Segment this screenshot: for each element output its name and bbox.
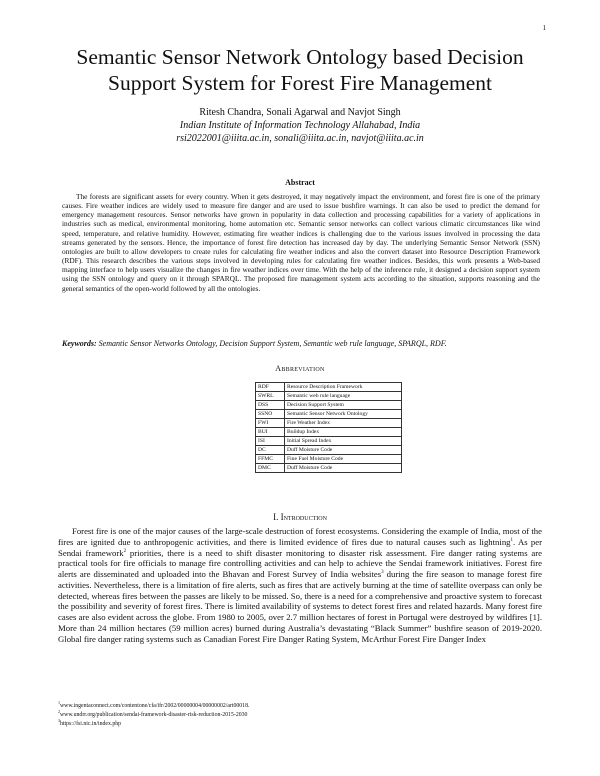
abstract-heading: Abstract (285, 178, 315, 187)
table-row (256, 455, 402, 464)
intro-text-4: during the fire season to manage forest fire activities. Nevertheless, there is a limitation of fire alerts, such as fires that are actively burning at the time of satellite overpass can only be detected, whereas fires between the passes are likely to be missed. So, there is a need for a comprehensive and proactive system to forecast the possibility and severity of forest fires. There is limited availability of systems to detect forest fires and related hazards. Many forest fire cases are also evident across the globe. From 1980 to 2005, over 2.7 million hectares of forest in Portugal were destroyed by wildfires [1]. More than 24 million hectares (59 million acres) burned during Australia’s devastating “Black Summer” bushfire season of 2019-2020. Global fire danger rating systems such as Canadian Forest Fire Danger Rating System, McArthur Forest Fire Danger Index (58, 569, 542, 644)
abstract-text: The forests are significant assets for every country. When it gets destroyed, it may negatively impact the environment, and forest fire is one of the primary causes. Fire weather indices are widely used to measure fire danger and are used to issue bushfire warnings. It can also be used to predict the demand for emergency management resources. Sensor networks have grown in popularity in data collection and processing capabilities for a variety of applications in industries such as medical, environmental monitoring, home automation etc. Semantic sensor networks can collect various climatic circumstances like wind speed, temperature, and relative humidity. However, estimating fire weather indices is challenging due to the various issues involved in processing the data streams generated by the sensors. Hence, the importance of forest fire detection has increased day by day. The underlying Semantic Sensor Network (SSN) ontologies are built to allow developers to create rules for calculating fire weather indices and also the convert dataset into Resource Description Framework (RDF). This research describes the various steps involved in developing rules for calculating fire weather indices. Besides, this work presents a Web-based mapping interface to help users visualize the changes in fire weather indices over time. With the help of the inference rule, it designed a decision support system using the SSN ontology and query on it through SPARQL. The proposed fire management system acts according to the situation, supports reasoning and the general semantics of the open-world followed by all the ontologies. (62, 192, 540, 293)
author-names: Ritesh Chandra, Sonali Agarwal and Navjot Singh (199, 107, 401, 118)
table-row (256, 410, 402, 419)
abbr-full-cell: Resource Description Framework (285, 383, 402, 392)
introduction-paragraph (58, 526, 542, 644)
keywords-label: Keywords: (62, 339, 97, 348)
footnote-ref-2: 2 (123, 548, 127, 554)
abbr-cell: DMC (256, 464, 285, 473)
abbr-cell: DSS (256, 401, 285, 410)
table-row (256, 464, 402, 473)
table-row (256, 383, 402, 392)
footnote-number: 2 (58, 709, 60, 715)
abbr-full-cell: Duff Moisture Code (285, 446, 402, 455)
table-row (256, 401, 402, 410)
table-row (256, 446, 402, 455)
section-heading-introduction: I. Introduction (273, 512, 327, 522)
footnote-text: https://fsi.nic.in/index.php (60, 721, 122, 727)
abbr-cell: RDF (256, 383, 285, 392)
author-institution: Indian Institute of Information Technology Allahabad, India (179, 120, 421, 131)
abbr-full-cell: Decision Support System (285, 401, 402, 410)
abbr-full-cell: Initial Spread Index (285, 437, 402, 446)
abbr-cell: ISI (256, 437, 285, 446)
table-row (256, 419, 402, 428)
table-row (256, 428, 402, 437)
intro-text-2: . As per Sendai framework (58, 536, 542, 558)
footnote-text: www.ingentaconnect.com/contentone/cfa/ifr/2002/00000004/00000002/art00018. (60, 703, 250, 709)
abbr-full-cell: Semantic Sensor Network Ontology (285, 410, 402, 419)
abbreviation-heading: Abbreviation (275, 364, 325, 373)
paper-title: Semantic Sensor Network Ontology based Decision Support System for Forest Fire Management (76, 45, 524, 95)
footnotes (58, 702, 542, 729)
footnote-number: 1 (58, 700, 60, 706)
footnote-text: www.undrr.org/publication/sendai-framework-disaster-risk-reduction-2015-2030 (60, 712, 248, 718)
abbreviation-table (255, 382, 402, 473)
footnote-1 (58, 702, 542, 711)
author-emails: rsi2022001@iiita.ac.in, sonali@iiita.ac.in, navjot@iiita.ac.in (176, 133, 424, 144)
keywords-text: Semantic Sensor Networks Ontology, Decision Support System, Semantic web rule language, SPARQL, RDF. (98, 339, 447, 348)
footnote-ref-1: 1 (510, 537, 514, 543)
abbr-full-cell: Semantic web rule language (285, 392, 402, 401)
abbr-full-cell: Duff Moisture Code (285, 464, 402, 473)
intro-text-1: Forest fire is one of the major causes of the large-scale destruction of forest ecosystems. Considering the example of India, most of the fires are ignited due to anthropogenic activities, and there is limited evidence of fires due to natural causes such as lightning (58, 526, 542, 547)
abbr-full-cell: Fine Fuel Moisture Code (285, 455, 402, 464)
abbr-cell: BUI (256, 428, 285, 437)
table-row (256, 392, 402, 401)
keywords-line (62, 339, 542, 348)
abbr-cell: DC (256, 446, 285, 455)
abbr-cell: SSNO (256, 410, 285, 419)
intro-text-3: priorities, there is a need to shift disaster monitoring to disaster risk assessment. Fire danger rating systems are practical tools for fire officials to manage fire controlling activities and can help to achieve the Sendai framework initiatives. Forest fire alerts are disseminated and uploaded into the Bhavan and Forest Survey of India websites (58, 547, 542, 579)
footnote-ref-3: 3 (381, 570, 384, 576)
footnote-3 (58, 720, 542, 729)
page-number: 1 (542, 24, 546, 32)
abbr-full-cell: Buildup Index (285, 428, 402, 437)
footnote-number: 3 (58, 718, 60, 724)
abbr-cell: FFMC (256, 455, 285, 464)
abbr-cell: FWI (256, 419, 285, 428)
author-block (40, 106, 560, 145)
footnote-2 (58, 711, 542, 720)
table-row (256, 437, 402, 446)
abbr-full-cell: Fire Weather Index (285, 419, 402, 428)
abbr-cell: SWRL (256, 392, 285, 401)
